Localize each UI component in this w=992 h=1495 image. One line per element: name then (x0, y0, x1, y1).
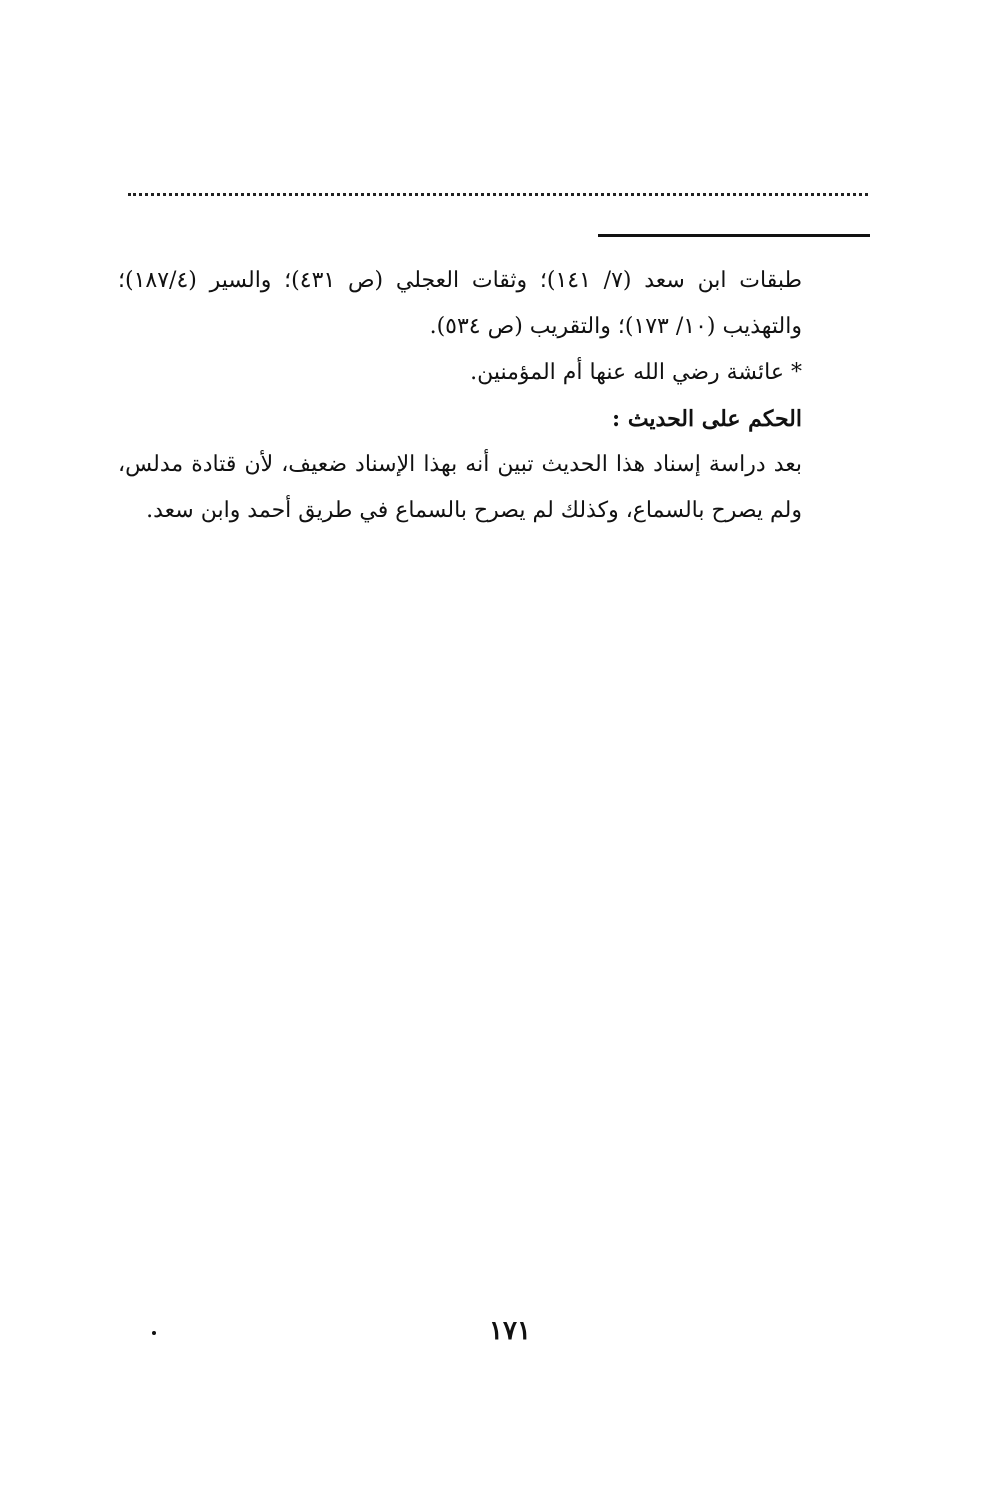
narrator-note: * عائشة رضي الله عنها أم المؤمنين. (470, 360, 802, 385)
reference-line-2: والتهذيب (١٠/ ١٧٣)؛ والتقريب (ص ٥٣٤). (429, 314, 802, 339)
dotted-separator (128, 193, 868, 196)
page-number: ١٧١ (489, 1316, 531, 1346)
body-text (118, 258, 802, 534)
ruling-line-2: ولم يصرح بالسماع، وكذلك لم يصرح بالسماع في طريق أحمد وابن سعد. (146, 498, 802, 523)
reference-line-1: طبقات ابن سعد (٧/ ١٤١)؛ وثقات العجلي (ص ٤٣١)؛ والسير (١٨٧/٤)؛ (118, 268, 802, 293)
ruling-line-1: بعد دراسة إسناد هذا الحديث تبين أنه بهذا الإسناد ضعيف، لأن قتادة مدلس، (118, 452, 802, 477)
section-heading: الحكم على الحديث : (612, 406, 802, 432)
stray-dot (152, 1331, 156, 1335)
footnote-rule (598, 234, 870, 237)
